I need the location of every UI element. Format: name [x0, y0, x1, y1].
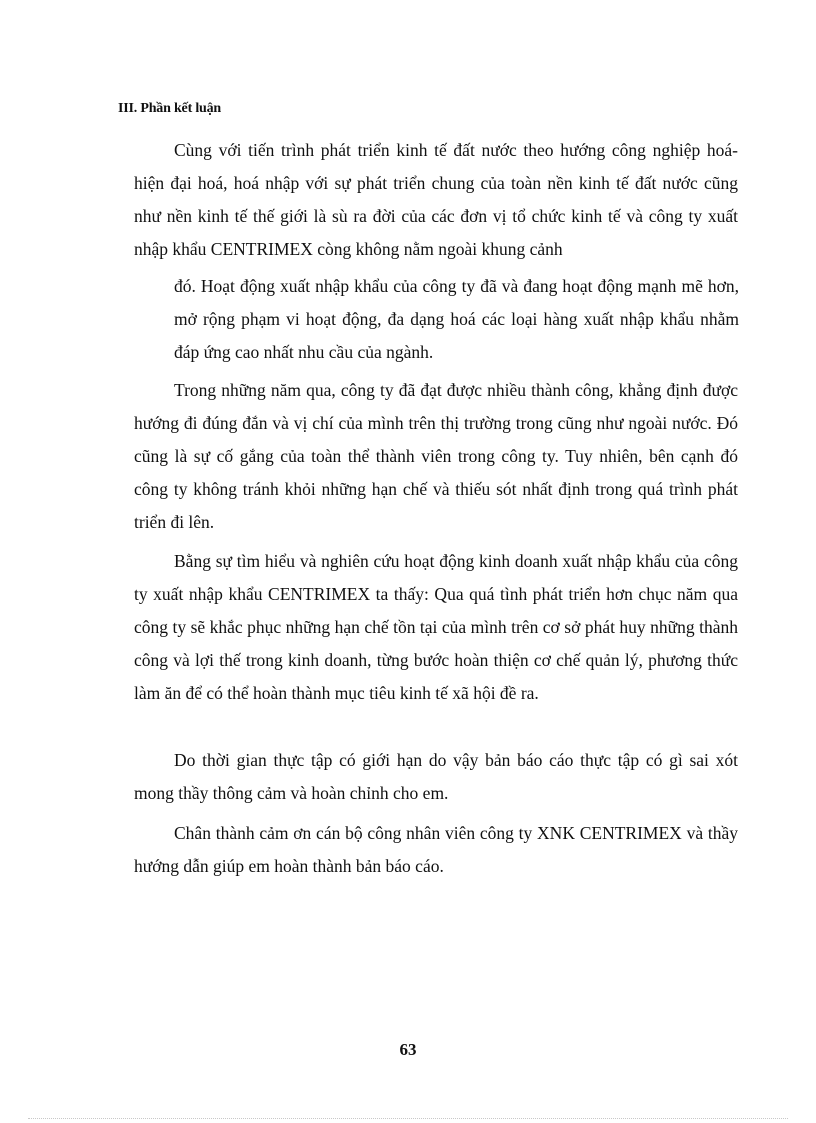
paragraph-5: Do thời gian thực tập có giới hạn do vậy bản báo cáo thực tập có gì sai xót mong thầy thông cảm và hoàn chỉnh cho em. [134, 750, 738, 803]
paragraph-2: đó. Hoạt động xuất nhập khẩu của công ty đã và đang hoạt động mạnh mẽ hơn, mở rộng phạm vi hoạt động, đa dạng hoá các loại hàng xuất nhập khẩu nhằm đáp ứng cao nhất nhu cầu của ngành. [174, 276, 739, 362]
paragraph-1: Cùng với tiến trình phát triển kinh tế đất nước theo hướng công nghiệp hoá- hiện đại hoá, hoá nhập với sự phát triển chung của toàn nền kinh tế đất nước cũng như nền kinh tế thế giới là sù ra đời của các đơn vị tổ chức kinh tế và công ty xuất nhập khẩu CENTRIMEX còng không nằm ngoài khung cảnh [134, 140, 738, 259]
paragraph-4: Bằng sự tìm hiểu và nghiên cứu hoạt động kinh doanh xuất nhập khẩu của công ty xuất nhập khẩu CENTRIMEX ta thấy: Qua quá tình phát triển hơn chục năm qua công ty sẽ khắc phục những hạn chế tồn tại của mình trên cơ sở phát huy những thành công và lợi thế trong kinh doanh, từng bước hoàn thiện cơ chế quản lý, phương thức làm ăn để có thể hoàn thành mục tiêu kinh tế xã hội đề ra. [134, 551, 738, 703]
paragraph-6: Chân thành cảm ơn cán bộ công nhân viên công ty XNK CENTRIMEX và thầy hướng dẫn giúp em hoàn thành bản báo cáo. [134, 823, 738, 876]
paragraph-3: Trong những năm qua, công ty đã đạt được nhiều thành công, khẳng định được hướng đi đúng đắn và vị chí của mình trên thị trường trong cũng như ngoài nước. Đó cũng là sự cố gắng của toàn thể thành viên trong công ty. Tuy nhiên, bên cạnh đó công ty không tránh khỏi những hạn chế và thiếu sót nhất định trong quá trình phát triển đi lên. [134, 380, 738, 532]
footer-divider [28, 1118, 788, 1119]
section-heading: III. Phần kết luận [118, 101, 221, 116]
page-number: 63 [399, 1040, 417, 1059]
